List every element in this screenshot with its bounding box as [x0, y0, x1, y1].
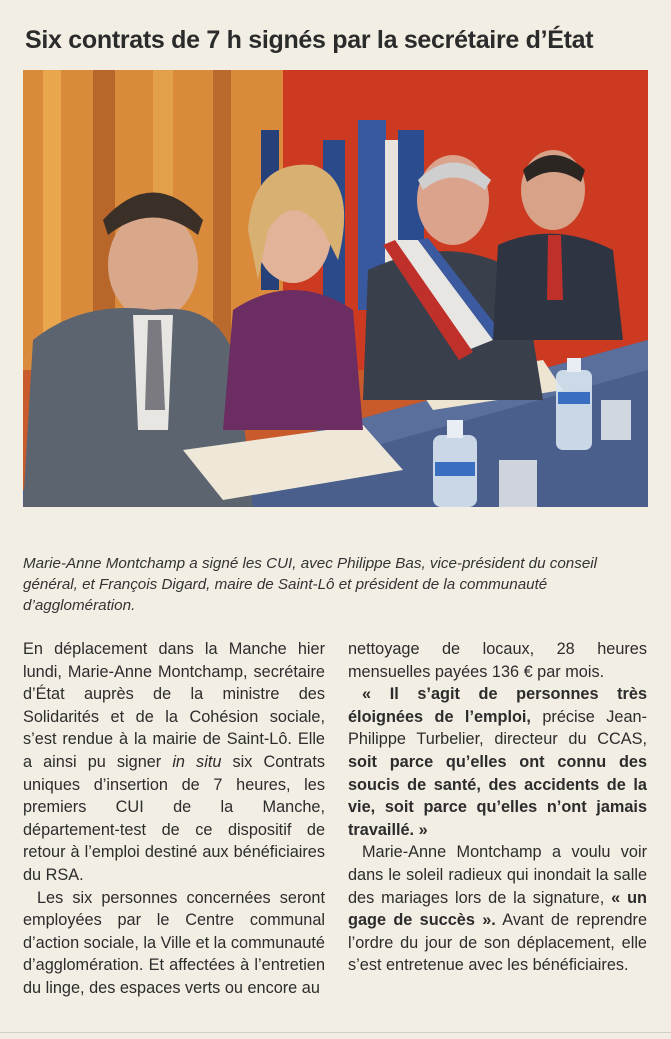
article-column-right: [348, 638, 647, 977]
photo-caption: Marie-Anne Montchamp a signé les CUI, avec Philippe Bas, vice-président du conseil général, et François Digard, maire de Saint-Lô et président de la communauté d’agglomération.: [23, 555, 598, 614]
bottom-rule: [0, 1032, 671, 1033]
article-paragraph-3: « Il s’agit de personnes très éloignées de l’emploi, précise Jean-Philippe Turbelier, directeur du CCAS, soit parce qu’elles ont connu des soucis de santé, des accidents de la vie, soit parce qu’elles n’ont jamais travaillé. »: [348, 685, 647, 839]
article-paragraph-4: Marie-Anne Montchamp a voulu voir dans le soleil radieux qui inondait la salle des mariages lors de la signature, « un gage de succès ». Avant de reprendre l’ordre du jour de son déplacement, elle s’est entretenue avec les bénéficiaires.: [348, 843, 647, 975]
press-photo: [23, 70, 648, 507]
article-paragraph-2-end: nettoyage de locaux, 28 heures mensuelles payées 136 € par mois.: [348, 640, 647, 681]
article-column-left: [23, 638, 325, 1000]
article-paragraph-1: En déplacement dans la Manche hier lundi, Marie-Anne Montchamp, secrétaire d’État auprès de la ministre des Solidarités et de la Cohésion sociale, s’est rendue à la mairie de Saint-Lô. Elle a ainsi pu signer in situ six Contrats uniques d’insertion de 7 heures, les premiers CUI de la Manche, département-test de ce dispositif de retour à l’emploi destiné aux bénéficiaires du RSA.: [23, 640, 325, 884]
headline: Six contrats de 7 h signés par la secrétaire d’État: [25, 26, 594, 54]
article-paragraph-2-start: Les six personnes concernées seront employées par le Centre communal d’action sociale, la Ville et la communauté d’agglomération. Et affectées à l’entretien du linge, des espaces verts ou encore au: [23, 888, 325, 997]
